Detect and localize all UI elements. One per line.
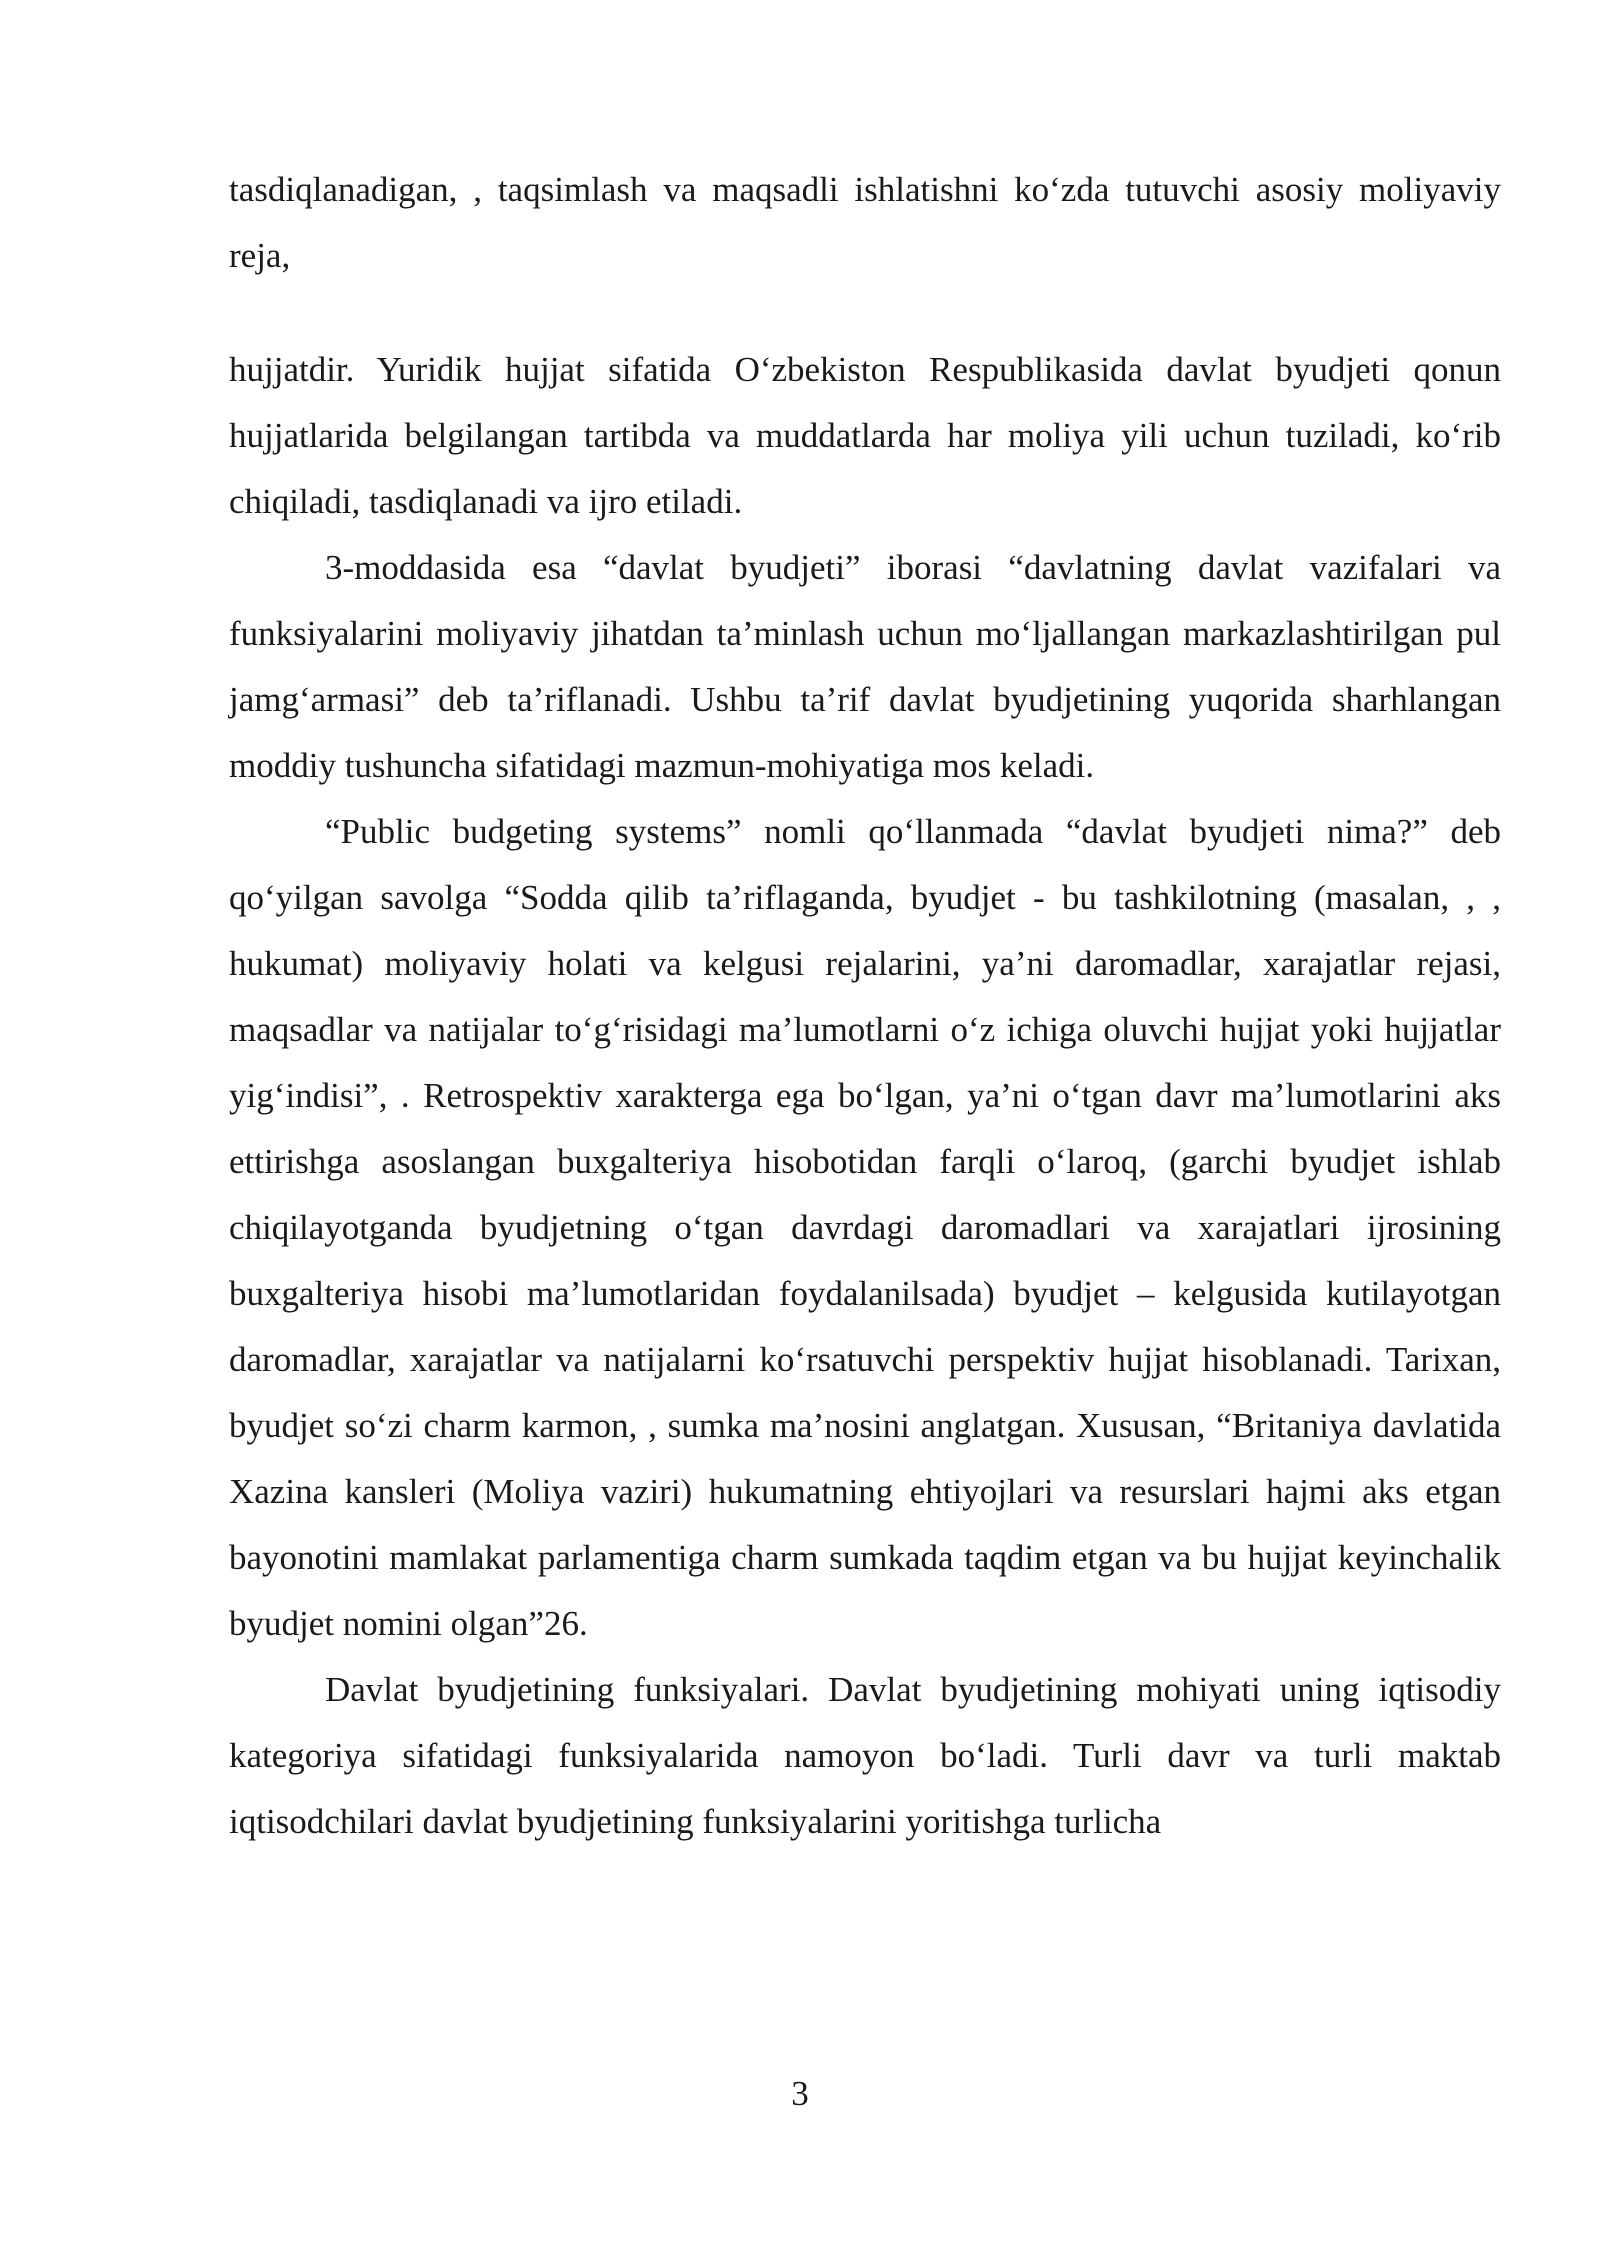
paragraph-2: hujjatdir. Yuridik hujjat sifatida O‘zbekiston Respublikasida davlat byudjeti qonun hujjatlarida belgilangan tartibda va muddatlarda har moliya yili uchun tuziladi, ko‘rib chiqiladi, tasdiqlanadi va ijro etiladi. [229,350,1501,521]
page-number: 3 [791,2074,809,2113]
paragraph-5: Davlat byudjetining funksiyalari. Davlat byudjetining mohiyati uning iqtisodiy kategoriya sifatidagi funksiyalarida namoyon bo‘ladi. Turli davr va turli maktab iqtisodchilari davlat byudjetining funksiyalarini yoritishga turlicha [229,1670,1501,1841]
paragraph-3: 3-moddasida esa “davlat byudjeti” iborasi “davlatning davlat vazifalari va funksiyalarini moliyaviy jihatdan ta’minlash uchun mo‘ljallangan markazlashtirilgan pul jamg‘armasi” deb ta’riflanadi. Ushbu ta’rif davlat byudjetining yuqorida sharhlangan moddiy tushuncha sifatidagi mazmun-mohiyatiga mos keladi. [229,548,1501,785]
paragraph-4: “Public budgeting systems” nomli qo‘llanmada “davlat byudjeti nima?” deb qo‘yilgan savolga “Sodda qilib ta’riflaganda, byudjet - bu tashkilotning (masalan, , , hukumat) moliyaviy holati va kelgusi rejalarini, ya’ni daromadlar, xarajatlar rejasi, maqsadlar va natijalar to‘g‘risidagi ma’lumotlarni o‘z ichiga oluvchi hujjat yoki hujjatlar yig‘indisi”, . Retrospektiv xarakterga ega bo‘lgan, ya’ni o‘tgan davr ma’lumotlarini aks ettirishga asoslangan buxgalteriya hisobotidan farqli o‘laroq, (garchi byudjet ishlab chiqilayotganda byudjetning o‘tgan davrdagi daromadlari va xarajatlari ijrosining buxgalteriya hisobi ma’lumotlaridan foydalanilsada) byudjet – kelgusida kutilayotgan daromadlar, xarajatlar va natijalarni ko‘rsatuvchi perspektiv hujjat hisoblanadi. Tarixan, byudjet so‘zi charm karmon, , sumka ma’nosini anglatgan. Xususan, “Britaniya davlatida Xazina kansleri (Moliya vaziri) hukumatning ehtiyojlari va resurslari hajmi aks etgan bayonotini mamlakat parlamentiga charm sumkada taqdim etgan va bu hujjat keyinchalik byudjet nomini olgan”26. [229,812,1501,1643]
paragraph-1: tasdiqlanadigan, , taqsimlash va maqsadli ishlatishni ko‘zda tutuvchi asosiy moliyaviy reja, [229,170,1501,275]
body-text [229,157,1501,1855]
